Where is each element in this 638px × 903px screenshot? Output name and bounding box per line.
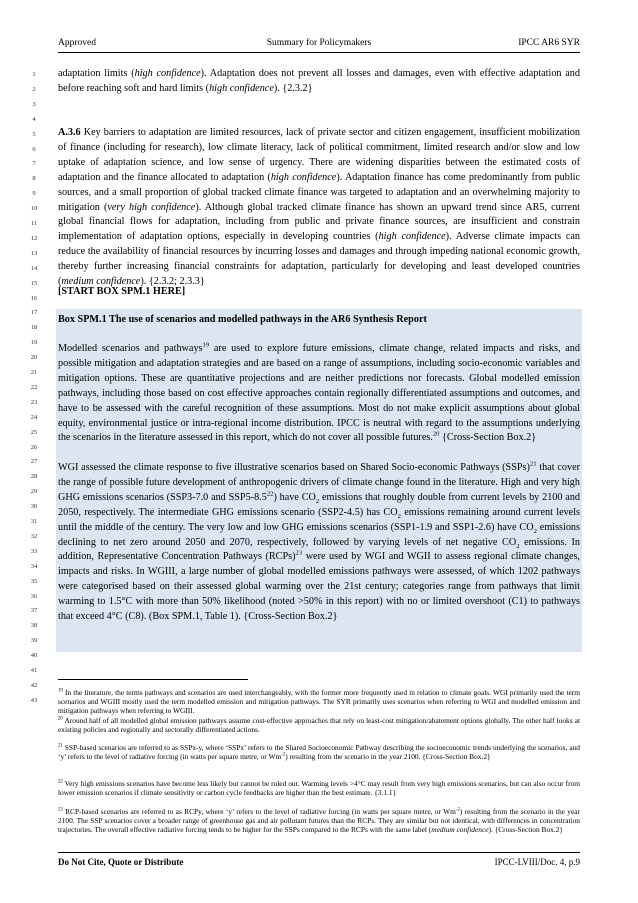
box-paragraph-1: Modelled scenarios and pathways$^{19}$ are used to explore future emissions, climate change, related impacts and risks, and possible mitigation and adaptation strategies and are based on a range of assumptions, including socio-economic variables and mitigation options. These are quantitative projections and are neither predictions nor forecasts. Global modelled emission pathways, including those based on cost effective approaches contain regionally differentiated assumptions and outcomes, and have to be assessed with the careful recognition of these assumptions. Most do not make explicit assumptions about global equity, environmental justice or intra-regional income distribution. IPCC is neutral with regard to the assumptions underlying the scenarios in the literature assessed in this report, which do not cover all possible futures.$^{20}$ {Cross-Section Box.2} bbox=[58, 341, 580, 444]
header-right: IPCC AR6 SYR bbox=[518, 38, 580, 48]
page-footer bbox=[58, 852, 580, 869]
line-number: 20 bbox=[30, 354, 38, 362]
line-number: 41 bbox=[30, 667, 38, 674]
line-number: 17 bbox=[30, 309, 38, 317]
line-number: 1 bbox=[32, 71, 36, 78]
line-number: 29 bbox=[30, 488, 38, 496]
line-number: 35 bbox=[30, 577, 38, 585]
intro-paragraph: adaptation limits (high confidence). Adaptation does not prevent all losses and damages, even with effective adaptation and before reaching soft and hard limits (high confidence). {2.3.2} bbox=[58, 68, 580, 94]
line-number: 38 bbox=[30, 622, 38, 630]
line-number: 10 bbox=[30, 205, 38, 213]
line-number: 2 bbox=[32, 85, 36, 93]
header-left: Approved bbox=[58, 38, 96, 48]
line-number: 4 bbox=[32, 115, 36, 123]
line-number: 16 bbox=[30, 294, 38, 302]
header-center: Summary for Policymakers bbox=[266, 38, 372, 48]
line-number: 21 bbox=[30, 369, 38, 376]
line-number: 28 bbox=[30, 473, 38, 481]
footnote: $^{19}$ In the literature, the terms pathways and scenarios are used interchangeably, with the former more frequently used in relation to climate goals. WGI primarily used the term scenarios and WGIII mostly used the term modelled emission and mitigation pathways. The SYR primarily uses scenarios when referring to WGI and modelled emission and mitigation pathways when referring to WGIII. bbox=[58, 688, 580, 716]
line-number: 34 bbox=[30, 562, 38, 570]
section-a36-label: A.3.6 bbox=[58, 127, 81, 138]
line-number: 12 bbox=[30, 234, 38, 242]
box-title: Box SPM.1 The use of scenarios and modelled pathways in the AR6 Synthesis Report bbox=[58, 314, 427, 325]
line-number: 15 bbox=[30, 279, 38, 287]
section-a36-text: Key barriers to adaptation are limited resources, lack of private sector and citizen engagement, insufficient mobilization of finance (including for research), low climate literacy, lack of political commitment, limited research and/or slow and low uptake of adaptation science, and low sense of urgency. There are widening disparities between the estimated costs of adaptation and the finance allocated to adaptation (high confidence). Adaptation finance has come predominantly from public sources, and a small proportion of global tracked climate finance was targeted to adaptation and an overwhelming majority to mitigation (very high confidence). Although global tracked climate finance has shown an upward trend since AR5, current global financial flows for adaptation, including from public and private finance sources, are insufficient and constrain implementation of adaptation options, especially in developing countries (high confidence). Adverse climate impacts can reduce the availability of financial resources by incurring losses and damages and through impeding national economic growth, thereby further increasing financial constraints for adaptation, particularly for developing and least developed countries (medium confidence). {2.3.2; 2.3.3} bbox=[58, 127, 580, 288]
start-box-marker: [START BOX SPM.1 HERE] bbox=[58, 286, 186, 297]
line-number: 43 bbox=[30, 696, 38, 704]
line-number: 8 bbox=[32, 175, 36, 183]
line-number: 23 bbox=[30, 398, 38, 406]
line-number: 9 bbox=[32, 190, 36, 198]
line-number: 26 bbox=[30, 443, 38, 451]
line-number: 31 bbox=[30, 518, 38, 525]
line-number: 27 bbox=[30, 458, 38, 466]
footnote: $^{21}$ SSP-based scenarios are referred to as SSPx-y, where ‘SSPx’ refers to the Shared Socioeconomic Pathway describing the socioeconomic trends underlying the scenarios, and ‘y’ refers to the level of radiative forcing (in watts per square metre, or $Wm^{-2}$) resulting from the scenario in the year 2100. {Cross-Section Box.2} bbox=[58, 743, 580, 762]
footnote: $^{23}$ RCP-based scenarios are referred to as RCPy, where ‘y’ refers to the level of radiative forcing (in watts per square metre, or $Wm^{-2}$) resulting from the scenario in the year 2100. The SSP scenarios cover a broader range of greenhouse gas and air pollutant futures than the RCPs. They are similar but not identical, with differences in concentration trajectories. The overall effective radiative forcing tends to be higher for the SSPs compared to the RCPs with the same label (medium confidence). {Cross-Section Box.2} bbox=[58, 807, 580, 835]
line-number: 6 bbox=[32, 145, 36, 153]
line-number: 42 bbox=[30, 681, 38, 689]
footnote-rule bbox=[58, 679, 248, 680]
line-number: 37 bbox=[30, 607, 38, 615]
line-number: 18 bbox=[30, 324, 38, 332]
page-header bbox=[58, 38, 580, 53]
line-number: 25 bbox=[30, 428, 38, 436]
line-number: 3 bbox=[32, 100, 36, 108]
line-number: 19 bbox=[30, 339, 38, 347]
footer-right: IPCC-LVIII/Doc. 4, p.9 bbox=[494, 857, 580, 867]
line-number: 5 bbox=[32, 130, 36, 138]
footer-left: Do Not Cite, Quote or Distribute bbox=[58, 857, 184, 867]
footnote: $^{20}$ Around half of all modelled global emission pathways assume cost-effective approaches that rely on least-cost mitigation/abatement options globally. The other half looks at existing policies and regionally and sectorally differentiated actions. bbox=[58, 716, 580, 735]
line-number: 39 bbox=[30, 637, 38, 645]
line-number: 33 bbox=[30, 547, 38, 555]
line-number: 36 bbox=[30, 592, 38, 600]
line-number: 32 bbox=[30, 532, 38, 540]
line-number: 7 bbox=[32, 160, 36, 168]
box-paragraph-2: WGI assessed the climate response to five illustrative scenarios based on Shared Socio-economic Pathways (SSPs)$^{21}$ that cover the range of possible future development of anthropogenic drivers of climate change found in the literature. High and very high GHG emissions scenarios (SSP3-7.0 and $SSP5-8.5^{22}$) have $CO_2$ emissions that roughly double from current levels by 2100 and 2050, respectively. The intermediate GHG emissions scenario (SSP2-4.5) has $CO_2$ emissions remaining around current levels until the middle of the century. The very low and low GHG emissions scenarios (SSP1-1.9 and SSP1-2.6) have $CO_2$ emissions declining to net zero around 2050 and 2070, respectively, followed by varying levels of net negative $CO_2$ emissions. In addition, Representative Concentration Pathways (RCPs)$^{23}$ were used by WGI and WGII to assess regional climate changes, impacts and risks. In WGIII, a large number of global modelled emissions pathways were assessed, of which 1202 pathways were categorised based on their assessed global warming over the 21st century; categories range from pathways that limit warming to 1.5°C with more than 50% likelihood (noted >50% in this report) with no or limited overshoot (C1) to pathways that exceed 4°C (C8). (Box SPM.1, Table 1). {Cross-Section Box.2} bbox=[58, 460, 581, 623]
line-number: 40 bbox=[30, 652, 38, 660]
line-number: 30 bbox=[30, 503, 38, 511]
line-number: 24 bbox=[30, 413, 38, 421]
line-number: 14 bbox=[30, 264, 38, 272]
section-a36 bbox=[58, 126, 580, 290]
line-number: 22 bbox=[30, 383, 38, 391]
footnote: $^{22}$ Very high emissions scenarios have become less likely but cannot be ruled out. Warming levels >4°C may result from very high emissions scenarios, but can also occur from lower emission scenarios if climate sensitivity or carbon cycle feedbacks are higher than the best estimate. {3.1.1} bbox=[58, 779, 580, 798]
line-number: 11 bbox=[30, 220, 38, 227]
line-number: 13 bbox=[30, 249, 38, 257]
